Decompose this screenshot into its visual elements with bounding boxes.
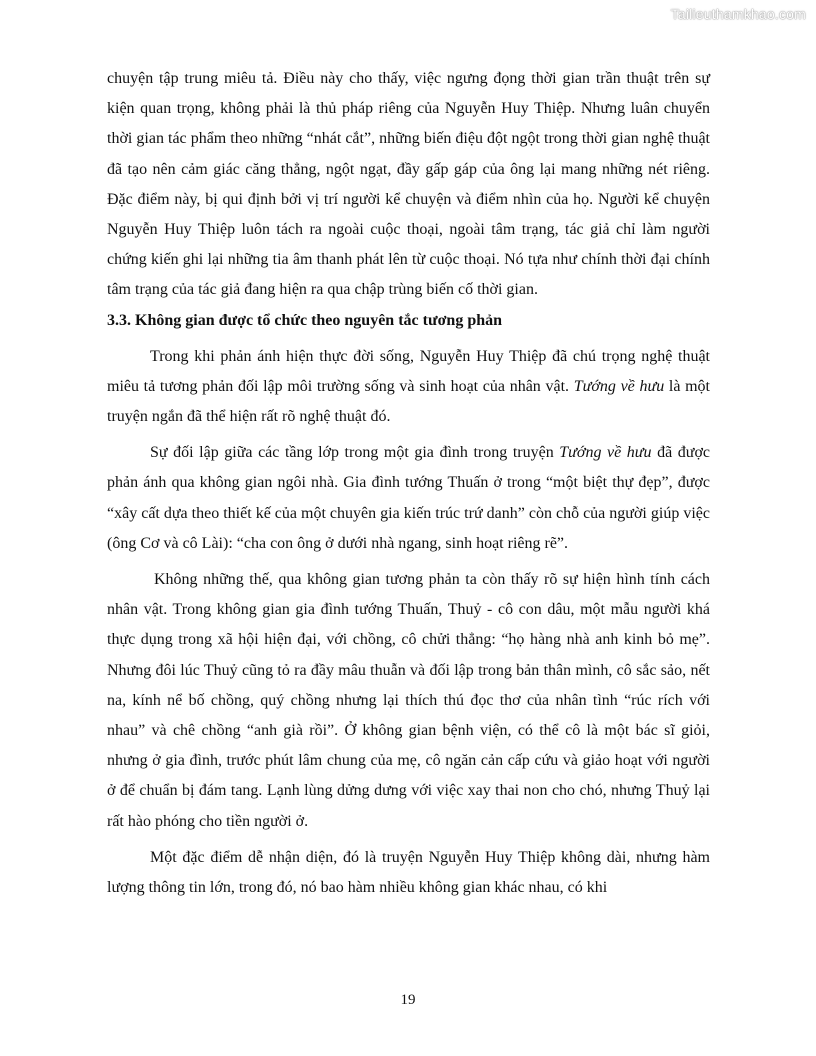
- watermark: Tailieuthamkhao.com: [670, 6, 806, 22]
- page-number: 19: [400, 992, 416, 1008]
- section-heading: 3.3. Không gian được tổ chức theo nguyên tắc tương phản: [107, 311, 503, 329]
- paragraph-contrast-intro: Trong khi phản ánh hiện thực đời sống, Nguyễn Huy Thiệp đã chú trọng nghệ thuật miêu tả tương phản đối lập môi trường sống và sinh hoạt của nhân vật. Tướng về hưu là một truyện ngắn đã thể hiện rất rõ nghệ thuật đó.: [107, 347, 710, 426]
- paragraph-house-space: Sự đối lập giữa các tầng lớp trong một gia đình trong truyện Tướng về hưu đã được phản ánh qua không gian ngôi nhà. Gia đình tướng Thuấn ở trong “một biệt thự đẹp”, được “xây cất dựa theo thiết kế của một chuyên gia kiến trúc trứ danh” còn chỗ của người giúp việc (ông Cơ và cô Lài): “cha con ông ở dưới nhà ngang, sinh hoạt riêng rẽ”.: [107, 444, 711, 552]
- work-title: Tướng về hưu: [559, 444, 652, 462]
- paragraph-character: Không những thế, qua không gian tương phản ta còn thấy rõ sự hiện hình tính cách nhân vật. Trong không gian gia đình tướng Thuấn, Thuỷ - cô con dâu, một mẫu người khá thực dụng trong xã hội hiện đại, với chồng, cô chửi thẳng: “họ hàng nhà anh kinh bỏ mẹ”. Nhưng đôi lúc Thuỷ cũng tỏ ra đầy mâu thuẫn và đối lập trong bản thân mình, cô sắc sảo, nết na, kính nể bố chồng, quý chồng nhưng lại thích thú đọc thơ của nhân tình “rúc rích với nhau” và chê chồng “anh già rồi”. Ở không gian bệnh viện, có thể cô là một bác sĩ giỏi, nhưng ở gia đình, trước phút lâm chung của mẹ, cô ngăn cản cấp cứu và giảo hoạt với người ở để chuẩn bị đám tang. Lạnh lùng dửng dưng với việc xay thai non cho chó, nhưng Thuỷ lại rất hào phóng cho tiền người ở.: [107, 571, 710, 830]
- paragraph-information: Một đặc điểm dễ nhận diện, đó là truyện Nguyễn Huy Thiệp không dài, nhưng hàm lượng thông tin lớn, trong đó, nó bao hàm nhiều không gian khác nhau, có khi: [107, 848, 710, 897]
- work-title: Tướng về hưu: [573, 377, 665, 395]
- page-body: [107, 64, 710, 903]
- paragraph-continuation: chuyện tập trung miêu tả. Điều này cho thấy, việc ngưng đọng thời gian trần thuật trên sự kiện quan trọng, không phải là thủ pháp riêng của Nguyễn Huy Thiệp. Nhưng luân chuyển thời gian tác phẩm theo những “nhát cắt”, những biến điệu đột ngột trong thời gian nghệ thuật đã tạo nên cảm giác căng thẳng, ngột ngạt, đầy gấp gáp của ông lại mang những nét riêng. Đặc điểm này, bị qui định bởi vị trí người kể chuyện và điểm nhìn của họ. Người kể chuyện Nguyễn Huy Thiệp luôn tách ra ngoài cuộc thoại, ngoài tâm trạng, tác giả chỉ làm người chứng kiến ghi lại những tia âm thanh phát lên từ cuộc thoại. Nó tựa như chính thời đại chính tâm trạng của tác giả đang hiện ra qua chập trùng biến cố thời gian.: [107, 70, 710, 299]
